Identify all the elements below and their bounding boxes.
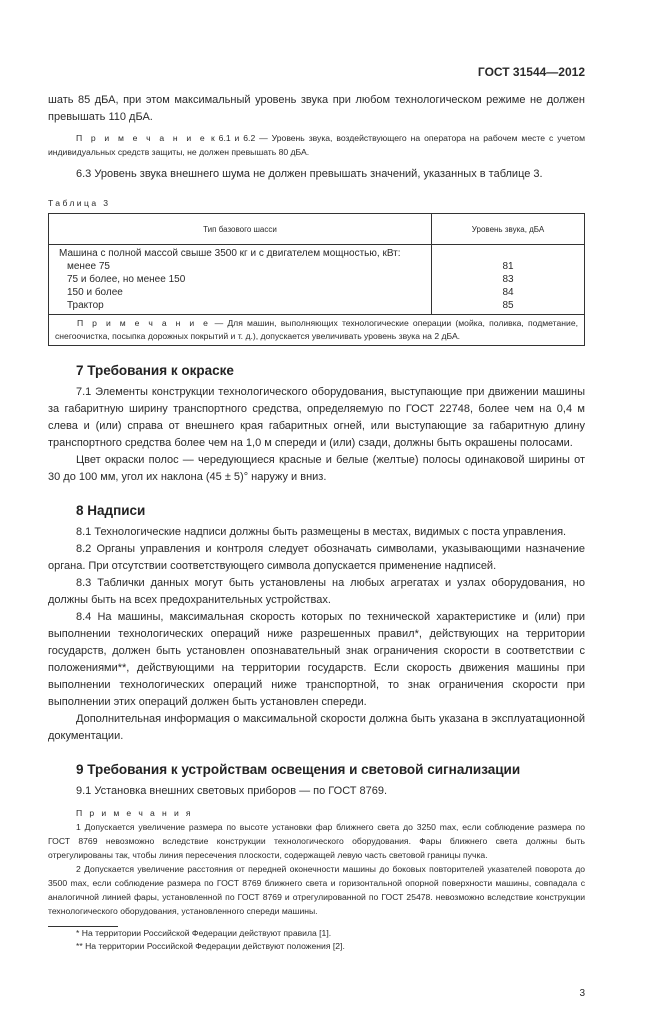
row-label: менее 75 bbox=[67, 261, 110, 272]
note-6-1 bbox=[48, 131, 585, 159]
paragraph-8-4: 8.4 На машины, максимальная скорость которых по технической характеристике и (или) при выполнении технологических операций ниже разрешенных правил*, действующих на территории государств, должен быть установлен опознавательный знак ограничения скорости в соответствии с положениями**, действующими на территории государств. Если скорость движения машины при выполнении технологических операций ниже транспортной, то знак ограничения скорости при выполнении этих операций должен быть установлен спереди. bbox=[48, 611, 585, 708]
row-value: 84 bbox=[502, 287, 514, 298]
table-caption bbox=[48, 197, 585, 209]
section-7-heading: 7 Требования к окраске bbox=[76, 363, 234, 378]
col-header-chassis: Тип базового шасси bbox=[49, 214, 432, 245]
note-1: 1 Допускается увеличение размера по высоте установки фар ближнего света до 3250 max, если соблюдение размера по ГОСТ 8769 невозможно вследствие конструкции технологического оборудования. Фары ближнего света должны быть отрегулированы так, чтобы линия пересечения плоскости, содержащей левую часть световой границы пучка. bbox=[48, 822, 585, 860]
row-label: 75 и более, но менее 150 bbox=[67, 274, 186, 285]
table-caption-text: Таблица 3 bbox=[48, 198, 111, 208]
row-value: 83 bbox=[502, 274, 514, 285]
paragraph-7-1: 7.1 Элементы конструкции технологического оборудования, выступающие при движении машины за габаритную ширину транспортного средства, определяемую по ГОСТ 22748, более чем на 0,4 м слева и (или) справа от внешнего края габаритных огней, или выступающие за габаритную длину транспортного средства более чем на 1,0 м спереди и (или) сзади, должны быть окрашены полосами. bbox=[48, 386, 585, 449]
paragraph-8-5: Дополнительная информация о максимальной скорости должна быть указана в эксплуатационной документации. bbox=[48, 713, 585, 742]
footnote-2: ** На территории Российской Федерации действуют положения [2]. bbox=[76, 941, 345, 951]
table-cell-values bbox=[432, 245, 585, 315]
table-note bbox=[49, 315, 585, 346]
document-id: ГОСТ 31544—2012 bbox=[477, 65, 585, 79]
section-8-heading: 8 Надписи bbox=[76, 503, 146, 518]
paragraph-8-1: 8.1 Технологические надписи должны быть размещены в местах, видимых с поста управления. bbox=[76, 526, 567, 538]
note-text: — Для машин, выполняющих технологические операции (мойка, поливка, подметание, снегоочистка, посыпка дорожных покрытий и т. д.), допускается увеличивать уровень звука на 2 дБА. bbox=[55, 318, 578, 341]
paragraph-continuation: шать 85 дБА, при этом максимальный уровень звука при любом технологическом режиме не должен превышать 110 дБА. bbox=[48, 94, 585, 123]
note-label: П р и м е ч а н и е bbox=[77, 318, 211, 328]
note-label: П р и м е ч а н и е bbox=[76, 133, 208, 143]
section-7 bbox=[48, 384, 585, 486]
page-number: 3 bbox=[579, 988, 585, 999]
row-value: 85 bbox=[502, 300, 514, 311]
paragraph-7-2: Цвет окраски полос — чередующиеся красные и белые (желтые) полосы одинаковой ширины от 30 до 100 мм, угол их наклона (45 ± 5)° наружу и вниз. bbox=[48, 454, 585, 483]
note-text: к 6.1 и 6.2 — Уровень звука, воздействующего на оператора на рабочем месте с учетом индивидуальных средств защиты, не должен превышать 80 дБА. bbox=[48, 133, 585, 157]
paragraph-8-2: 8.2 Органы управления и контроля следует обозначать символами, указывающими назначение органа. При отсутствии соответствующего символа допускается применение надписей. bbox=[48, 543, 585, 572]
section-9 bbox=[48, 783, 585, 918]
row-label: 150 и более bbox=[67, 287, 123, 298]
table-3 bbox=[48, 213, 585, 346]
document-page bbox=[48, 0, 585, 1021]
section-9-heading: 9 Требования к устройствам освещения и световой сигнализации bbox=[76, 762, 521, 777]
paragraph-8-3: 8.3 Таблички данных могут быть установлены на любых агрегатах и узлах оборудования, но должны быть на всех предохранительных устройствах. bbox=[48, 577, 585, 606]
row-value: 81 bbox=[502, 261, 514, 272]
footnote-1: * На территории Российской Федерации действуют правила [1]. bbox=[76, 928, 332, 938]
notes-label bbox=[48, 806, 585, 820]
group-label: Машина с полной массой свыше 3500 кг и с двигателем мощностью, кВт: bbox=[59, 248, 401, 259]
paragraph-6-3: 6.3 Уровень звука внешнего шума не должен превышать значений, указанных в таблице 3. bbox=[76, 168, 543, 180]
col-header-sound: Уровень звука, дБА bbox=[432, 214, 585, 245]
row-label: Трактор bbox=[67, 300, 104, 311]
section-8 bbox=[48, 524, 585, 745]
note-2: 2 Допускается увеличение расстояния от передней оконечности машины до боковых повторителей указателей поворота до 3500 max, если соблюдение размера по ГОСТ 8769 ближнего света и горизонтальной опорной поверхности машины, совпадала с аналогичной линией фары, установленной по ГОСТ 8769 и отрегулированной по ГОСТ 25478. невозможно вследствие конструкции технологического оборудования, установленного спереди машины. bbox=[48, 864, 585, 916]
paragraph-9-1: 9.1 Установка внешних световых приборов — по ГОСТ 8769. bbox=[76, 785, 388, 797]
table-cell-types bbox=[49, 245, 432, 315]
notes-label-text: П р и м е ч а н и я bbox=[76, 808, 193, 818]
intro bbox=[48, 92, 585, 183]
